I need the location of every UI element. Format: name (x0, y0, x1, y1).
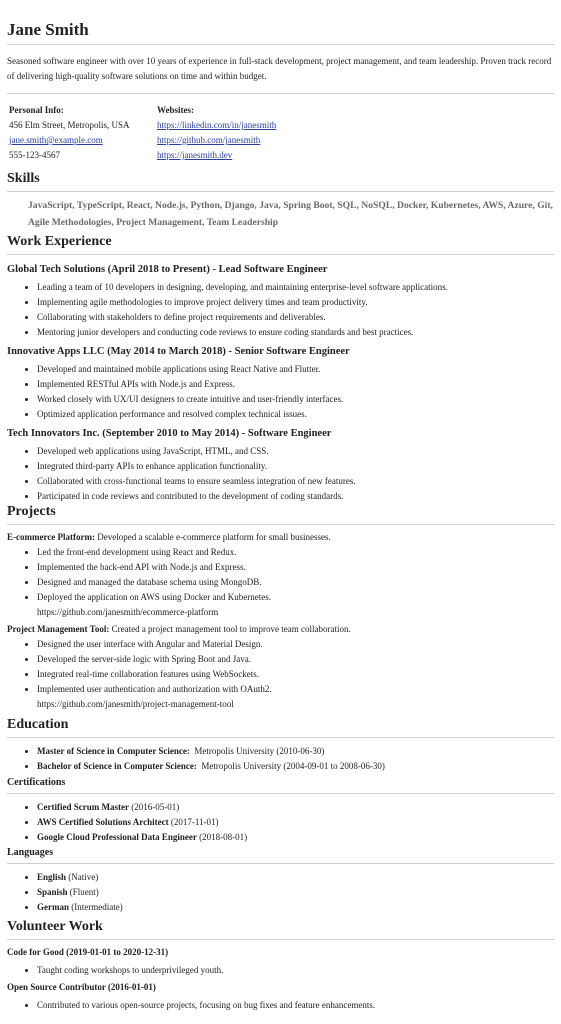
volunteer-title: Open Source Contributor (2016-01-01) (7, 982, 156, 992)
language-level: (Native) (68, 872, 99, 882)
cert-date: (2017-11-01) (170, 817, 219, 827)
list-item: • Implemented user authentication and authorization with OAuth2. (37, 682, 554, 697)
job-title: Tech Innovators Inc. (September 2010 to May 2014) - Software Engineer (7, 428, 332, 439)
list-item (37, 800, 554, 815)
list-item: • Contributed to various open-source projects, focusing on bug fixes and feature enhancements. (37, 998, 554, 1013)
volunteer-title: Code for Good (2019-01-01 to 2020-12-31) (7, 947, 169, 957)
job-entry (7, 345, 554, 422)
skills-list: JavaScript, TypeScript, React, Node.js, Python, Django, Java, Spring Boot, SQL, NoSQL, Docker, Kubernetes, AWS, Azure, Git, Agile Methodologies, Project Management, Team Leadership (28, 200, 553, 228)
degree: Master of Science in Computer Science: (37, 746, 190, 756)
list-item: • Developed and maintained mobile applications using React Native and Flutter. (37, 362, 554, 377)
divider (7, 737, 554, 738)
cert-date: (2016-05-01) (131, 802, 180, 812)
list-item: • Integrated third-party APIs to enhance application functionality. (37, 459, 554, 474)
project-entry (7, 622, 554, 712)
list-item (37, 815, 554, 830)
personal-info-label: Personal Info: (9, 105, 64, 115)
list-item: • Optimized application performance and resolved complex technical issues. (37, 407, 554, 422)
volunteer-section (7, 918, 554, 1013)
list-item (37, 830, 554, 845)
language-level: (Fluent) (69, 887, 99, 897)
project-name: E-commerce Platform: (7, 532, 96, 542)
cert-date: (2018-08-01) (199, 832, 248, 842)
address: 456 Elm Street, Metropolis, USA (9, 120, 130, 130)
list-item: • Collaborating with stakeholders to define project requirements and deliverables. (37, 310, 554, 325)
list-item (37, 900, 554, 915)
job-entry (7, 427, 554, 504)
degree-detail: Metropolis University (2004-09-01 to 2008-06-30) (201, 761, 385, 771)
language-level: (Intermediate) (71, 902, 123, 912)
work-section (7, 233, 554, 504)
list-item: • Leading a team of 10 developers in designing, developing, and maintaining enterprise-level software applications. (37, 280, 554, 295)
list-item: • Led the front-end development using React and Redux. (37, 545, 554, 560)
section-heading: Volunteer Work (7, 919, 103, 934)
list-item: • Participated in code reviews and contributed to the development of coding standards. (37, 489, 554, 504)
degree: Bachelor of Science in Computer Science: (37, 761, 197, 771)
projects-section (7, 503, 554, 712)
cert-name: Google Cloud Professional Data Engineer (37, 832, 197, 842)
list-item: • Designed the user interface with Angular and Material Design. (37, 637, 554, 652)
volunteer-entry (7, 980, 554, 1013)
list-item (37, 759, 554, 774)
list-item (37, 870, 554, 885)
volunteer-entry (7, 945, 554, 978)
divider (7, 254, 554, 255)
certifications-section (7, 776, 554, 845)
phone: 555-123-4567 (9, 150, 60, 160)
languages-section (7, 846, 554, 915)
divider (7, 863, 554, 864)
section-heading: Languages (7, 847, 54, 858)
list-item: • Deployed the application on AWS using Docker and Kubernetes. (37, 590, 554, 605)
list-item: • Implemented the back-end API with Node.js and Express. (37, 560, 554, 575)
list-item: • Developed the server-side logic with Spring Boot and Java. (37, 652, 554, 667)
job-entry (7, 263, 554, 340)
divider (7, 44, 554, 45)
cert-name: AWS Certified Solutions Architect (37, 817, 169, 827)
divider (7, 524, 554, 525)
website-link-linkedin[interactable]: https://linkedin.com/in/janesmith (157, 120, 277, 130)
list-item: • Worked closely with UX/UI designers to create intuitive and user-friendly interfaces. (37, 392, 554, 407)
websites-label: Websites: (157, 105, 194, 115)
section-heading: Education (7, 717, 69, 732)
list-item (37, 885, 554, 900)
list-item (37, 744, 554, 759)
project-description: Developed a scalable e-commerce platform for small businesses. (97, 532, 331, 542)
list-item: • Implemented RESTful APIs with Node.js and Express. (37, 377, 554, 392)
project-description: Created a project management tool to improve team collaboration. (111, 624, 351, 634)
degree-detail: Metropolis University (2010-06-30) (194, 746, 325, 756)
cert-name: Certified Scrum Master (37, 802, 129, 812)
section-heading: Skills (7, 171, 40, 186)
job-title: Global Tech Solutions (April 2018 to Present) - Lead Software Engineer (7, 264, 328, 275)
section-heading: Work Experience (7, 234, 112, 249)
language-name: Spanish (37, 887, 68, 897)
candidate-name: Jane Smith (7, 20, 89, 39)
project-entry (7, 530, 554, 620)
section-heading: Projects (7, 504, 56, 519)
divider (7, 93, 554, 94)
list-item: • Designed and managed the database schema using MongoDB. (37, 575, 554, 590)
contact-table (7, 103, 278, 163)
summary: Seasoned software engineer with over 10 years of experience in full-stack development, project management, and team leadership. Proven track record of delivering high-quality software solutions on time and within budget. (7, 56, 552, 81)
website-link-github[interactable]: https://github.com/janesmith (157, 135, 261, 145)
website-link-personal[interactable]: https://janesmith.dev (157, 150, 233, 160)
list-item: • Developed web applications using JavaScript, HTML, and CSS. (37, 444, 554, 459)
project-link: https://github.com/janesmith/ecommerce-platform (37, 607, 219, 617)
divider (7, 793, 554, 794)
language-name: English (37, 872, 67, 882)
list-item: • Integrated real-time collaboration features using WebSockets. (37, 667, 554, 682)
list-item: • Implementing agile methodologies to improve project delivery times and team productivity. (37, 295, 554, 310)
email-link[interactable]: jane.smith@example.com (9, 135, 103, 145)
divider (7, 191, 554, 192)
divider (7, 939, 554, 940)
list-item: • Mentoring junior developers and conducting code reviews to ensure coding standards and best practices. (37, 325, 554, 340)
skills-section (7, 170, 554, 231)
job-title: Innovative Apps LLC (May 2014 to March 2018) - Senior Software Engineer (7, 346, 350, 357)
project-link: https://github.com/janesmith/project-management-tool (37, 699, 234, 709)
list-item: • Taught coding workshops to underprivileged youth. (37, 963, 554, 978)
section-heading: Certifications (7, 777, 66, 788)
list-item: • Collaborated with cross-functional teams to ensure seamless integration of new features. (37, 474, 554, 489)
language-name: German (37, 902, 69, 912)
project-name: Project Management Tool: (7, 624, 110, 634)
education-section (7, 716, 554, 774)
